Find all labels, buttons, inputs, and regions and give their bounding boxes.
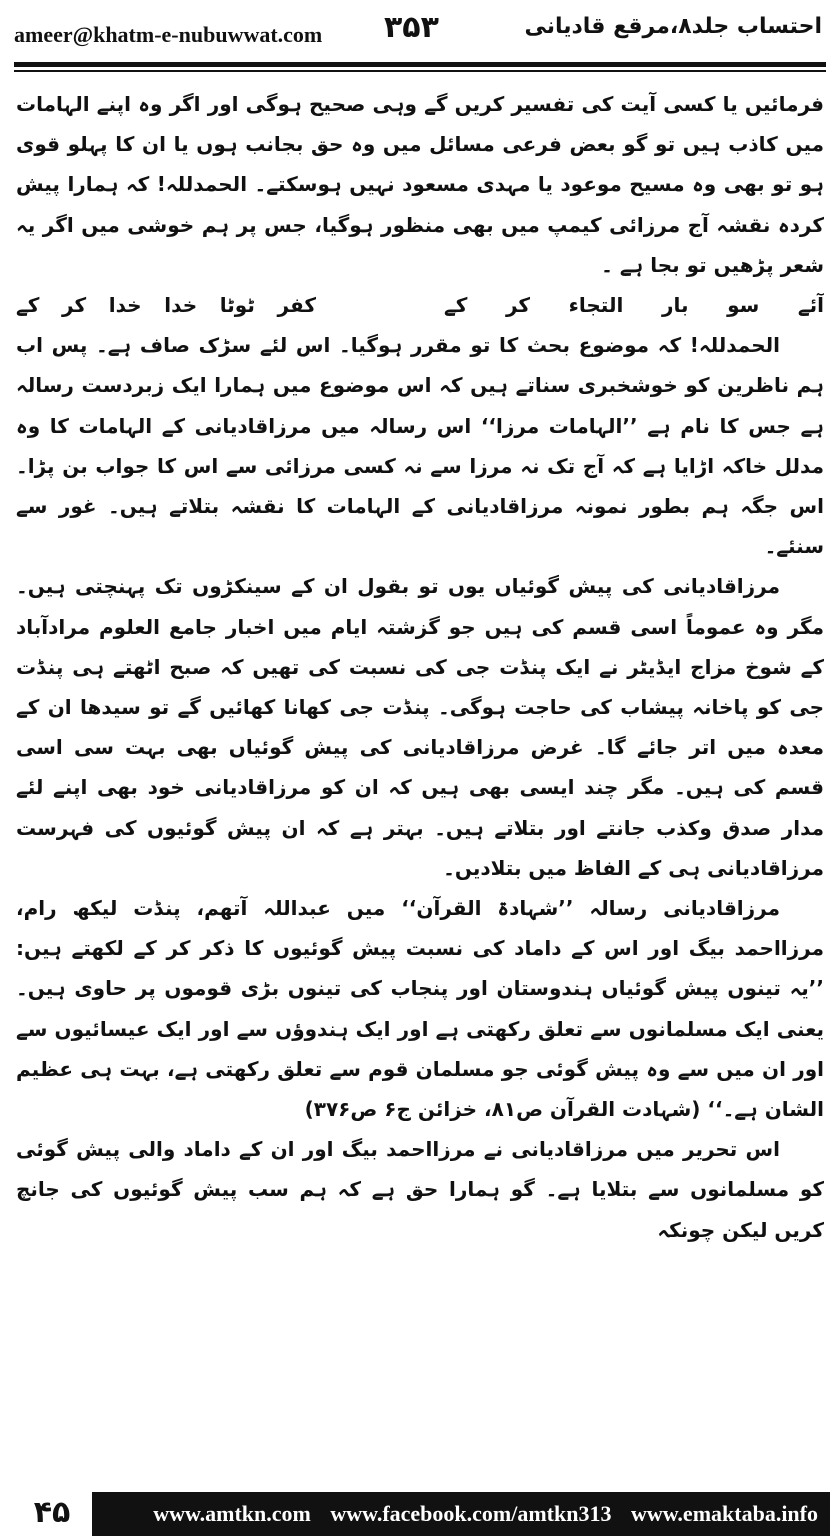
verse-line-1: آئے سو بار التجاء کر کے [444,293,824,318]
verse-line-2: کفر ٹوٹا خدا خدا کر کے [16,293,316,318]
header-rule-thick [14,62,826,67]
header-page-number: ۳۵۳ [384,10,439,45]
page-footer [0,1478,840,1540]
header-email: ameer@khatm-e-nubuwwat.com [14,22,323,47]
paragraph-3: مرزاقادیانی کی پیش گوئیاں یوں تو بقول ان کے سینکڑوں تک پہنچتی ہیں۔ مگر وہ عموماً اسی قسم کی ہیں جو گزشتہ ایام میں اخبار جامع العلوم مرادآباد کے شوخ مزاج ایڈیٹر نے ایک پنڈت جی کی نسبت کی تھیں کہ صبح اٹھتے ہی پنڈت جی کو پاخانہ پیشاب کی حاجت ہوگی۔ پنڈت جی کھانا کھائیں گے تو سیدھا ان کے معدہ میں اتر جائے گا۔ غرض مرزاقادیانی کی پیش گوئیاں بھی بہت سی اسی قسم کی ہیں۔ مگر چند ایسی بھی ہیں کہ ان کو مرزاقادیانی خود بھی اپنے لئے مدار صدق وکذب جانتے اور بتلاتے ہیں۔ بہتر ہے کہ ان پیش گوئیوں کی فہرست مرزاقادیانی ہی کے الفاظ میں بتلادیں۔ [16,574,824,880]
paragraph-1: فرمائیں یا کسی آیت کی تفسیر کریں گے وہی صحیح ہوگی اور اگر وہ اپنے الہامات میں کاذب ہیں تو گو بعض فرعی مسائل میں وہ حق بجانب ہوں یا ان کا پہلو قوی ہو تو بھی وہ مسیح موعود یا مہدی مسعود نہیں ہوسکتے۔ الحمدللہ! کہ ہمارا پیش کردہ نقشہ آج مرزائی کیمپ میں بھی منظور ہوگیا، جس پر ہم خوشی میں اگر یہ شعر پڑھیں تو بجا ہے ۔ [16,92,824,277]
header-rule-thin [14,70,826,72]
paragraph-4: مرزاقادیانی رسالہ ’’شہادۃ القرآن‘‘ میں عبداللہ آتھم، پنڈت لیکھ رام، مرزااحمد بیگ اور اس کے داماد کی نسبت پیش گوئیوں کا ذکر کر کے لکھتے ہیں: ’’یہ تینوں پیش گوئیاں ہندوستان اور پنجاب کی تینوں بڑی قوموں پر حاوی ہیں۔ یعنی ایک مسلمانوں سے تعلق رکھتی ہے اور ایک ہندوؤں سے اور ایک عیسائیوں سے اور ان میں سے وہ پیش گوئی جو مسلمان قوم سے تعلق رکھتی ہے، بہت ہی عظیم الشان ہے۔‘‘ (شہادت القرآن ص۸۱، خزائن ج۶ ص۳۷۶) [16,896,824,1122]
footer-page-number: ۴۵ [33,1494,71,1530]
header-title: احتساب جلد۸،مرقع قادیانی [524,14,822,39]
page-header [0,0,840,64]
verse-couplet [16,285,824,325]
footer-link-amtkn[interactable]: www.amtkn.com [153,1501,311,1526]
footer-link-facebook[interactable]: www.facebook.com/amtkn313 [330,1501,612,1526]
footer-links-bar [92,1492,830,1536]
page-body [16,84,824,1476]
paragraph-5: اس تحریر میں مرزاقادیانی نے مرزااحمد بیگ اور ان کے داماد والی پیش گوئی کو مسلمانوں سے بتلایا ہے۔ گو ہمارا حق ہے کہ ہم سب پیش گوئیوں کی جانچ کریں لیکن چونکہ [16,1137,824,1242]
paragraph-2: الحمدللہ! کہ موضوع بحث کا تو مقرر ہوگیا۔ اس لئے سڑک صاف ہے۔ پس اب ہم ناظرین کو خوشخبری سناتے ہیں کہ اس موضوع میں ہمارا ایک زبردست رسالہ ہے جس کا نام ہے ’’الہامات مرزا‘‘ اس رسالہ میں مرزاقادیانی کے الہامات کا وہ مدلل خاکہ اڑایا ہے کہ آج تک نہ مرزا سے نہ کسی مرزائی سے اس کا جواب بن پڑا۔ اس جگہ ہم بطور نمونہ مرزاقادیانی کے الہامات کا نقشہ بتلاتے ہیں۔ غور سے سنئے۔ [16,333,824,559]
footer-link-emaktaba[interactable]: www.emaktaba.info [630,1501,818,1526]
